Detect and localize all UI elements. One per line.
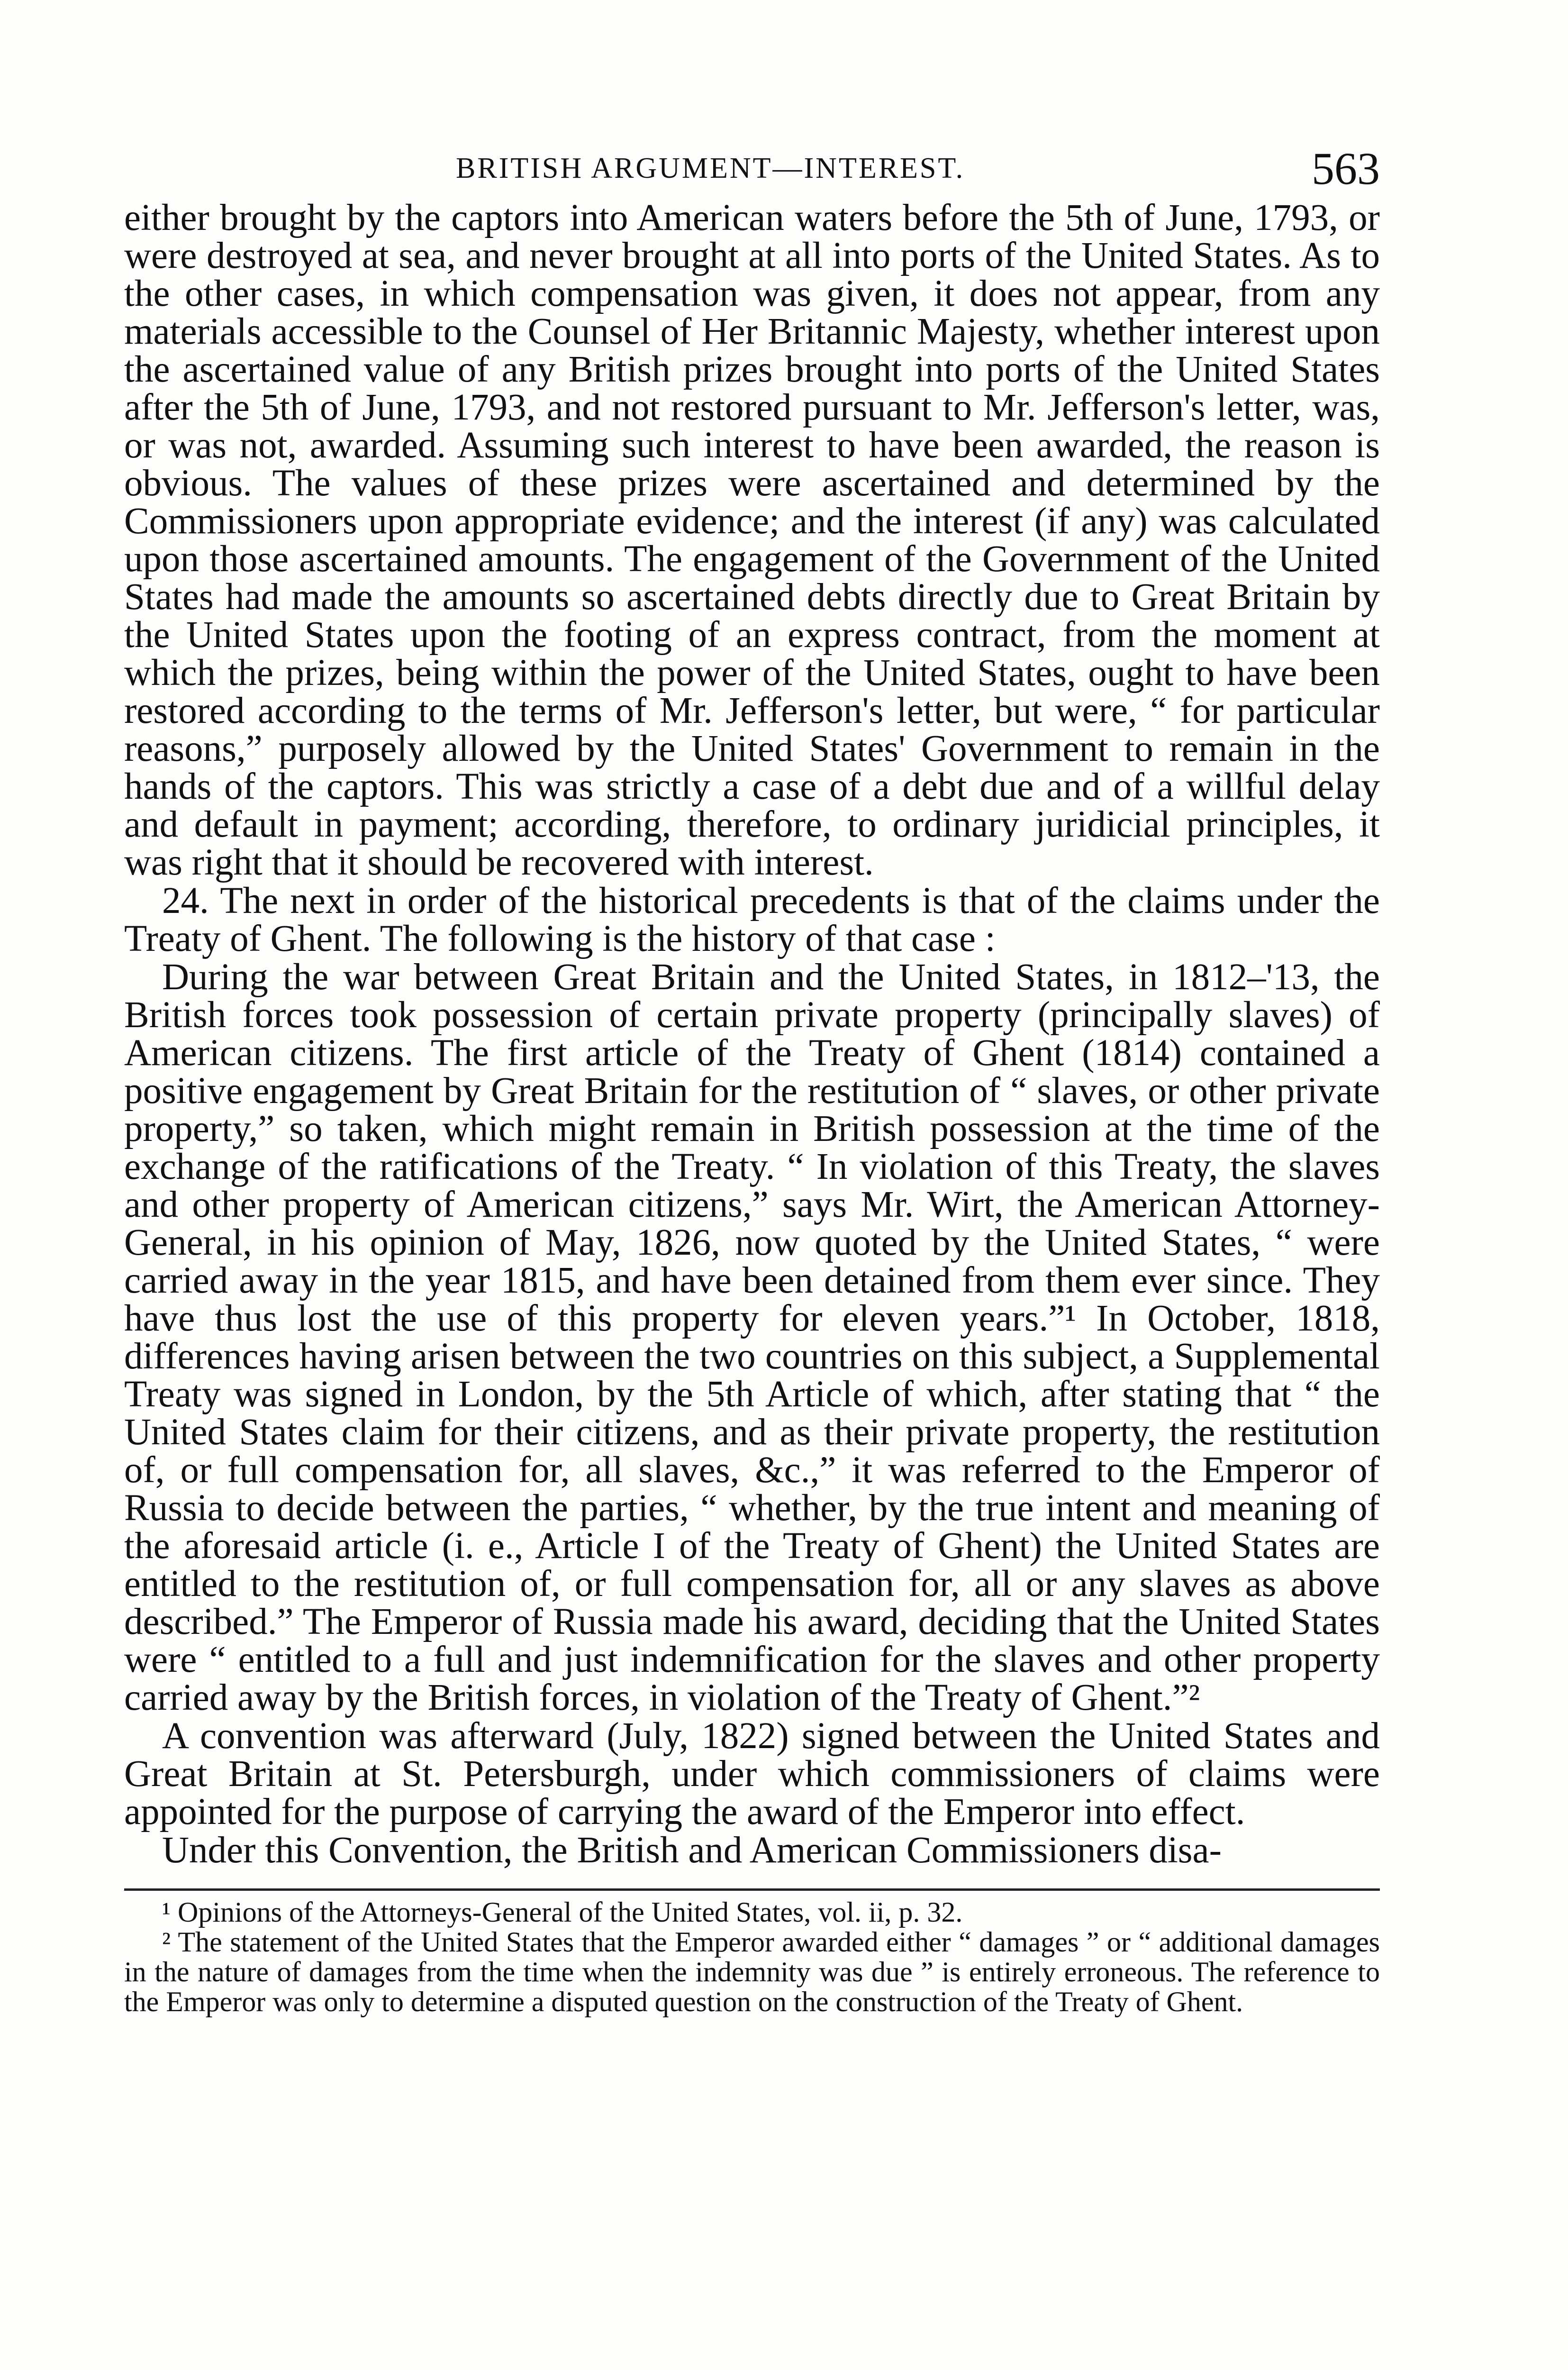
- footnote: ¹ Opinions of the Attorneys-General of the United States, vol. ii, p. 32.: [162, 1896, 963, 1928]
- page-number: 563: [1312, 143, 1380, 194]
- paragraph: either brought by the captors into American waters before the 5th of June, 1793, or were destroyed at sea, and never brought at all into ports of the United States. As to the other cases, in which compensation was given, it does not appear, from any materials accessible to the Counsel of Her Britannic Majesty, whether interest upon the ascertained value of any British prizes brought into ports of the United States after the 5th of June, 1793, and not restored pursuant to Mr. Jefferson's letter, was, or was not, awarded. Assuming such interest to have been awarded, the reason is obvious. The values of these prizes were ascertained and determined by the Commissioners upon appropriate evidence; and the interest (if any) was calculated upon those ascertained amounts. The engagement of the Government of the United States had made the amounts so ascertained debts directly due to Great Britain by the United States upon the footing of an express contract, from the moment at which the prizes, being within the power of the United States, ought to have been restored according to the terms of Mr. Jefferson's letter, but were, “ for particular reasons,” purposely allowed by the United States' Government to remain in the hands of the captors. This was strictly a case of a debt due and of a willful delay and default in payment; according, therefore, to ordinary juridicial principles, it was right that it should be recovered with interest.: [124, 197, 1380, 883]
- footnote-divider: [124, 1888, 1380, 1891]
- paragraph: 24. The next in order of the historical precedents is that of the claims under the Treaty of Ghent. The following is the history of that case :: [124, 880, 1380, 959]
- running-head: BRITISH ARGUMENT—INTEREST.: [456, 152, 965, 184]
- footnotes: [124, 1897, 1380, 2017]
- paragraph: A convention was afterward (July, 1822) signed between the United States and Great Britain at St. Petersburgh, under which commissioners of claims were appointed for the purpose of carrying the award of the Emperor into effect.: [124, 1715, 1380, 1832]
- page-header: [124, 142, 1380, 199]
- footnote: ² The statement of the United States that the Emperor awarded either “ damages ” or “ additional damages in the nature of damages from the time when the indemnity was due ” is entirely erroneous. The reference to the Emperor was only to determine a disputed question on the construction of the Treaty of Ghent.: [124, 1926, 1380, 2017]
- paragraph: Under this Convention, the British and American Commissioners disa-: [162, 1830, 1222, 1871]
- paragraph: During the war between Great Britain and the United States, in 1812–'13, the British forces took possession of certain private property (principally slaves) of American citizens. The first article of the Treaty of Ghent (1814) contained a positive engagement by Great Britain for the restitution of “ slaves, or other private property,” so taken, which might remain in British possession at the time of the exchange of the ratifications of the Treaty. “ In violation of this Treaty, the slaves and other property of American citizens,” says Mr. Wirt, the American Attorney-General, in his opinion of May, 1826, now quoted by the United States, “ were carried away in the year 1815, and have been detained from them ever since. They have thus lost the use of this property for eleven years.”¹ In October, 1818, differences having arisen between the two countries on this subject, a Supplemental Treaty was signed in London, by the 5th Article of which, after stating that “ the United States claim for their citizens, and as their private property, the restitution of, or full compensation for, all slaves, &c.,” it was referred to the Emperor of Russia to decide between the parties, “ whether, by the true intent and meaning of the aforesaid article (i. e., Article I of the Treaty of Ghent) the United States are entitled to the restitution of, or full compensation for, all or any slaves as above described.” The Emperor of Russia made his award, deciding that the United States were “ entitled to a full and just indemnification for the slaves and other property carried away by the British forces, in violation of the Treaty of Ghent.”²: [124, 957, 1380, 1718]
- page: [124, 142, 1380, 2017]
- body-text: [124, 199, 1380, 1869]
